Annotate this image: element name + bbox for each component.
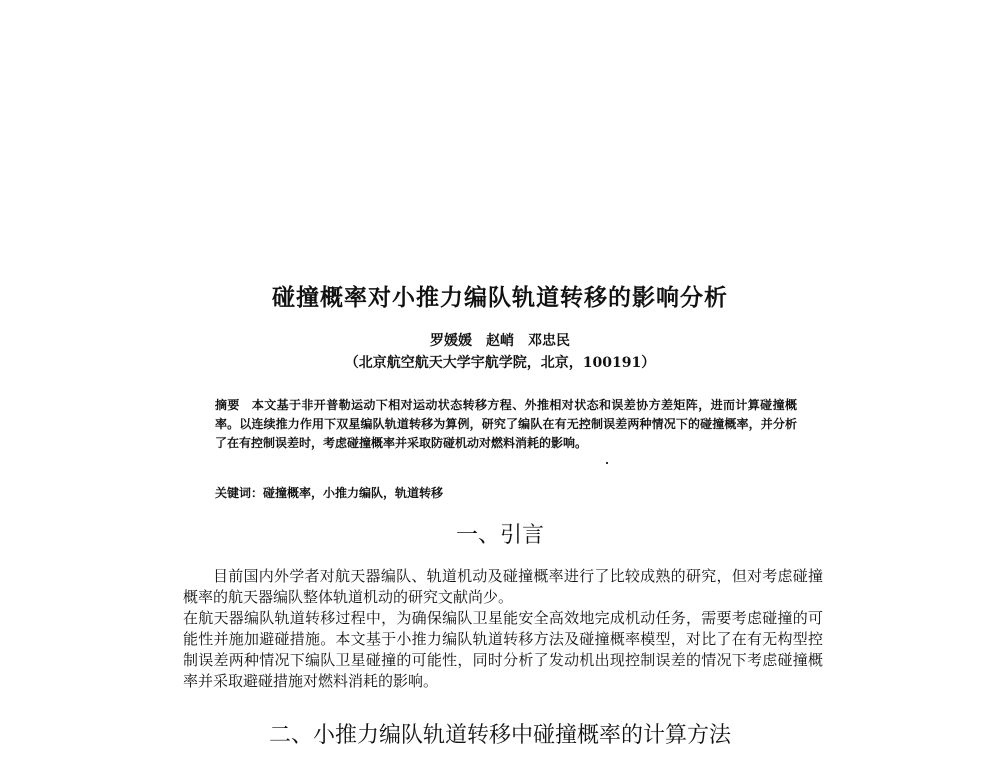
introduction-paragraph: 目前国内外学者对航天器编队、轨道机动及碰撞概率进行了比较成熟的研究，但对考虑碰撞概率的航天器编队整体轨道机动的研究文献尚少。 (183, 567, 823, 606)
keywords-text: 碰撞概率，小推力编队，轨道转移 (263, 486, 444, 500)
section-heading-introduction: 一、引言 (455, 523, 544, 548)
keywords-label: 关键词： (215, 486, 264, 500)
keywords-block (215, 484, 797, 501)
abstract-text: 本文基于非开普勒运动下相对运动状态转移方程、外推相对状态和误差协方差矩阵，进而计算碰撞概率。以连续推力作用下双星编队轨道转移为算例，研究了编队在有无控制误差两种情况下的碰撞概率，并分析了在有控制误差时，考虑碰撞概率并采取防碰机动对燃料消耗的影响。 (215, 398, 797, 450)
introduction-body (183, 566, 823, 692)
author-list: 罗媛媛 赵峭 邓忠民 (430, 333, 570, 349)
author-affiliation: （北京航空航天大学宇航学院，北京，100191） (344, 355, 656, 371)
section-heading-method: 二、小推力编队轨道转移中碰撞概率的计算方法 (268, 723, 731, 748)
scan-speck (606, 462, 608, 464)
introduction-paragraph: 在航天器编队轨道转移过程中，为确保编队卫星能安全高效地完成机动任务，需要考虑碰撞的可能性并施加避碰措施。本文基于小推力编队轨道转移方法及碰撞概率模型，对比了在有无构型控制误差两种情况下编队卫星碰撞的可能性，同时分析了发动机出现控制误差的情况下考虑碰撞概率并采取避碰措施对燃料消耗的影响。 (183, 609, 823, 690)
abstract-label: 摘要 (215, 398, 240, 412)
abstract-block (215, 396, 797, 453)
paper-title: 碰撞概率对小推力编队轨道转移的影响分析 (272, 285, 728, 311)
